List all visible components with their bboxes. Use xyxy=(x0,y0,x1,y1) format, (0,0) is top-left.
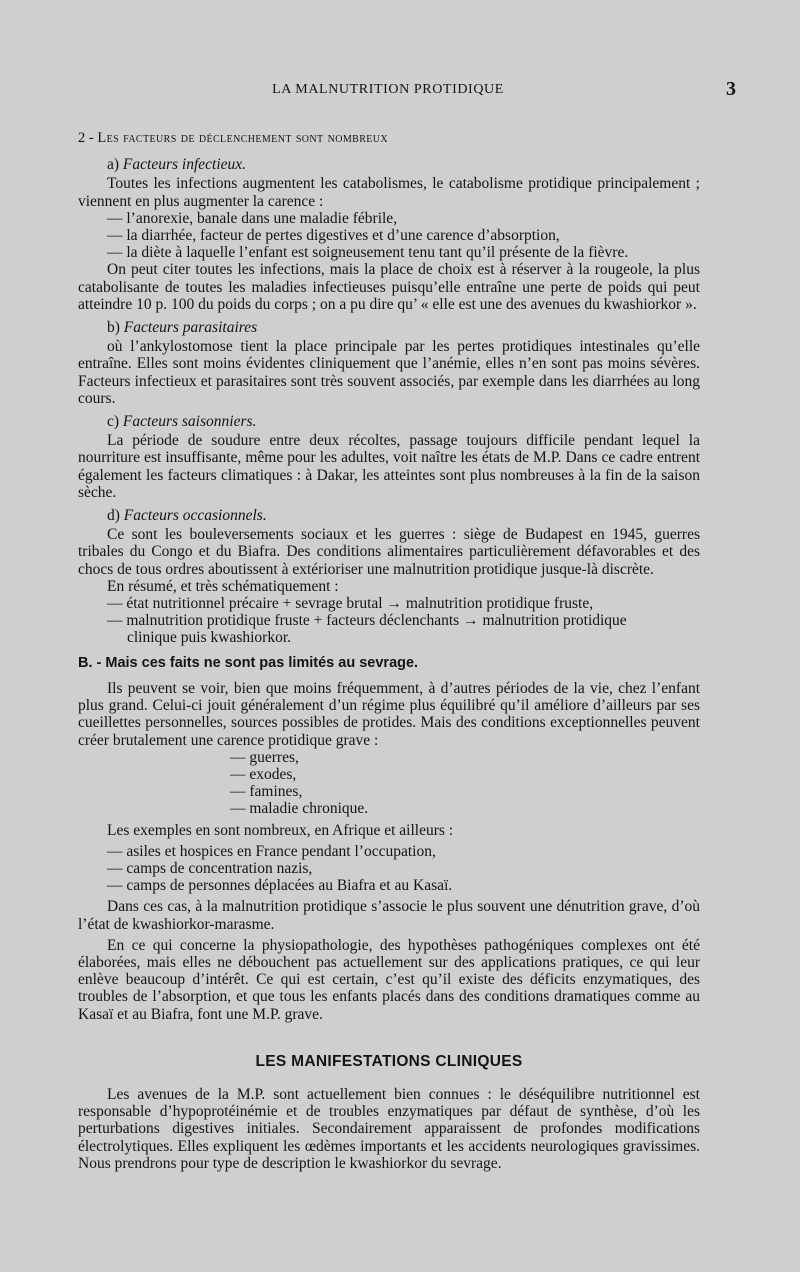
subsection-title: Facteurs parasitaires xyxy=(123,319,258,337)
paragraph: La période de soudure entre deux récoltes, passage toujours difficile pendant lequel la nourriture est insuffisante, même pour les adultes, voit naître les états de M.P. Dans ce cadre entrent également les facteurs climatiques : à Dakar, les atteintes sont plus nombreuses à la fin de la saison sèche. xyxy=(78,432,700,501)
paragraph: En ce qui concerne la physiopathologie, des hypothèses pathogéniques complexes ont été élaborées, mais elles ne débouchent pas actuellement sur des applications pratiques, ce qui leur enlève beaucoup d’intérêt. Ce qui est certain, c’est qu’il existe des déficits enzymatiques, des troubles de l’absorption, et que tous les enfants placés dans des conditions dramatiques comme au Kasaï et au Biafra, font une M.P. grave. xyxy=(78,936,700,1023)
subsection-label: a) xyxy=(107,156,120,174)
subsection-title: Facteurs saisonniers. xyxy=(122,413,257,431)
list-item: — la diète à laquelle l’enfant est soigneusement tenu tant qu’il présente de la fièvre. xyxy=(107,244,629,262)
list-item: — asiles et hospices en France pendant l’occupation, xyxy=(107,842,436,860)
list-item: — camps de concentration nazis, xyxy=(107,859,313,877)
summary-intro: En résumé, et très schématiquement : xyxy=(107,577,339,595)
list-item: — camps de personnes déplacées au Biafra et au Kasaï. xyxy=(107,877,453,895)
subsection-label: d) xyxy=(107,507,120,525)
subsection-label: c) xyxy=(107,413,120,431)
list-item: — l’anorexie, banale dans une maladie fébrile, xyxy=(107,209,398,227)
list-item: — famines, xyxy=(230,783,303,801)
subsection-title: Facteurs occasionnels. xyxy=(123,507,267,525)
subsection-title: Facteurs infectieux. xyxy=(122,156,247,174)
paragraph: Les exemples en sont nombreux, en Afrique et ailleurs : xyxy=(107,821,454,839)
paragraph: Ils peuvent se voir, bien que moins fréquemment, à d’autres périodes de la vie, chez l’enfant plus grand. Celui-ci jouit généralement d’un régime plus équilibré qu’il améliore d’ailleurs par ses cueillettes personnelles, sources possibles de protides. Mais des conditions exceptionnelles peuvent créer brutalement une carence protidique grave : xyxy=(78,679,700,749)
subsection-label: b) xyxy=(107,319,120,337)
list-item: — maladie chronique. xyxy=(230,800,369,818)
paragraph: Ce sont les bouleversements sociaux et les guerres : siège de Budapest en 1945, guerres tribales du Congo et du Biafra. Des conditions alimentaires particulièrement défavorables et des chocs de tous ordres aboutissent à extérioriser une malnutrition protidique jusque-là discrète. xyxy=(78,526,700,578)
summary-item-continuation: clinique puis kwashiorkor. xyxy=(127,629,292,647)
summary-item: — état nutritionnel précaire + sevrage brutal → malnutrition protidique fruste, xyxy=(107,595,594,613)
page-header xyxy=(0,80,800,104)
paragraph: où l’ankylostomose tient la place principale par les pertes protidiques intestinales qu’elle entraîne. Elles sont moins évidentes cliniquement que l’anémie, elles n’en sont pas moins sévères. Facteurs infectieux et parasitaires sont très souvent associés, par exemple dans les diarrhées au long cours. xyxy=(78,338,700,407)
section-b-heading: B. - Mais ces faits ne sont pas limités au sevrage. xyxy=(78,654,419,671)
subsection-b-heading xyxy=(107,319,700,336)
list-item: — guerres, xyxy=(230,748,299,766)
main-heading: LES MANIFESTATIONS CLINIQUES xyxy=(255,1052,523,1070)
page-number: 3 xyxy=(726,78,736,100)
section-title: Les facteurs de déclenchement sont nombreux xyxy=(97,130,389,146)
paragraph: Toutes les infections augmentent les catabolismes, le catabolisme protidique principalement ; viennent en plus augmenter la carence : xyxy=(78,175,700,210)
running-title: LA MALNUTRITION PROTIDIQUE xyxy=(272,82,504,97)
list-item: — la diarrhée, facteur de pertes digestives et d’une carence d’absorption, xyxy=(107,227,560,245)
section-number: 2 - xyxy=(78,130,94,146)
page-body xyxy=(78,130,700,1172)
paragraph: Dans ces cas, à la malnutrition protidique s’associe le plus souvent une dénutrition grave, d’où l’état de kwashiorkor-marasme. xyxy=(78,898,700,933)
section-2-heading xyxy=(78,130,700,147)
summary-item: — malnutrition protidique fruste + facteurs déclenchants → malnutrition protidique xyxy=(107,612,627,630)
paragraph: On peut citer toutes les infections, mais la place de choix est à réserver à la rougeole, la plus catabolisante de toutes les maladies infectieuses puisqu’elle entraîne une perte de poids qui peut atteindre 10 p. 100 du poids du corps ; on a pu dire qu’ « elle est une des avenues du kwashiorkor ». xyxy=(78,261,700,313)
list-item: — exodes, xyxy=(230,765,297,783)
subsection-a-heading xyxy=(107,156,700,173)
paragraph: Les avenues de la M.P. sont actuellement bien connues : le déséquilibre nutritionnel est responsable d’hypoprotéinémie et de troubles enzymatiques par défaut de synthèse, d’où les perturbations digestives initiales. Secondairement apparaissent de profondes modifications électrolytiques. Elles expliquent les œdèmes importants et les accidents neurologiques gravissimes. Nous prendrons pour type de description le kwashiorkor du sevrage. xyxy=(78,1085,700,1172)
subsection-c-heading xyxy=(107,413,700,430)
subsection-d-heading xyxy=(107,507,700,524)
